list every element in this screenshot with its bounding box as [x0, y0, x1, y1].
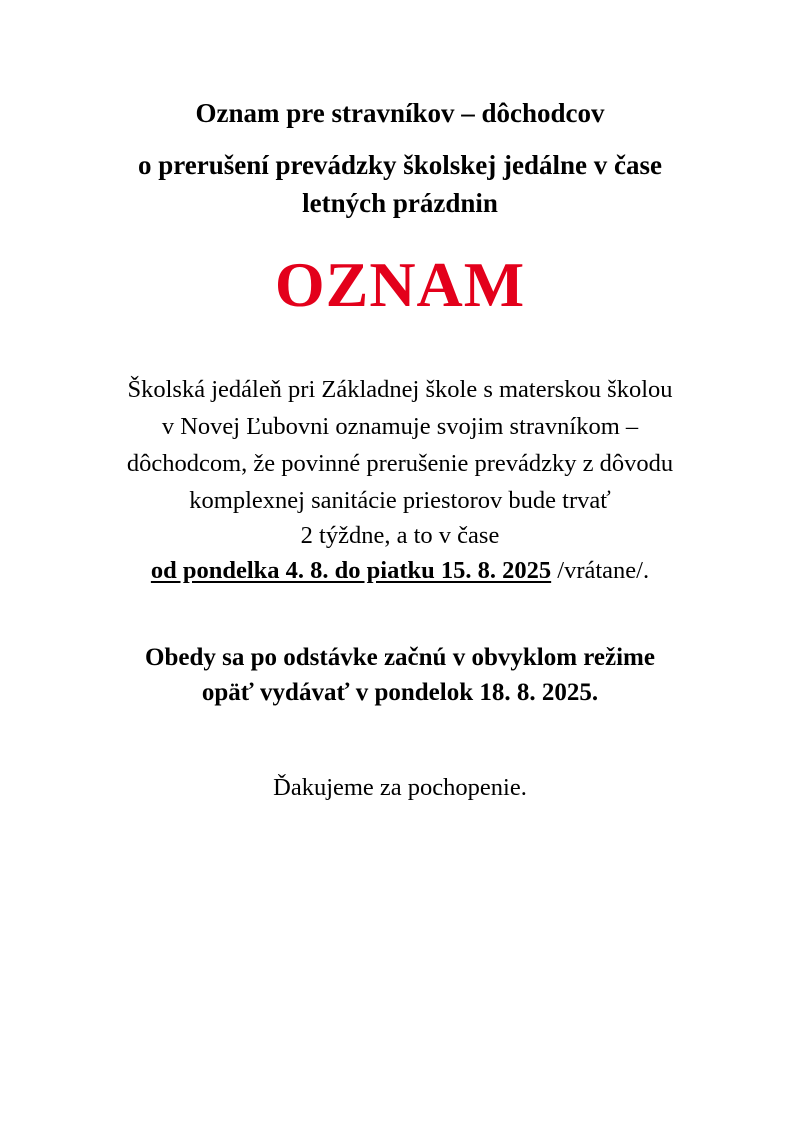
date-suffix: /vrátane/.: [551, 557, 650, 584]
title-line-1: Oznam pre stravníkov – dôchodcov: [195, 98, 605, 128]
date-range-line: [0, 557, 800, 585]
notice-line-2: opäť vydávať v pondelok 18. 8. 2025.: [201, 679, 599, 706]
body-line-3: dôchodcom, že povinné prerušenie prevádzky z dôvodu: [126, 450, 674, 477]
date-range: od pondelka 4. 8. do piatku 15. 8. 2025: [150, 557, 552, 584]
title-line-3: letných prázdnin: [302, 188, 498, 218]
body-line-4: komplexnej sanitácie priestorov bude trvať: [189, 487, 611, 514]
headline: OZNAM: [274, 249, 526, 320]
body-line-1: Školská jedáleň pri Základnej škole s materskou školou: [127, 376, 673, 403]
body-line-2: v Novej Ľubovni oznamuje svojim stravníkom –: [161, 413, 639, 440]
closing-text: Ďakujeme za pochopenie.: [273, 774, 527, 801]
body-line-5: 2 týždne, a to v čase: [300, 522, 500, 549]
title-line-2: o prerušení prevádzky školskej jedálne v čase: [137, 150, 662, 180]
notice-line-1: Obedy sa po odstávke začnú v obvyklom režime: [145, 644, 655, 671]
